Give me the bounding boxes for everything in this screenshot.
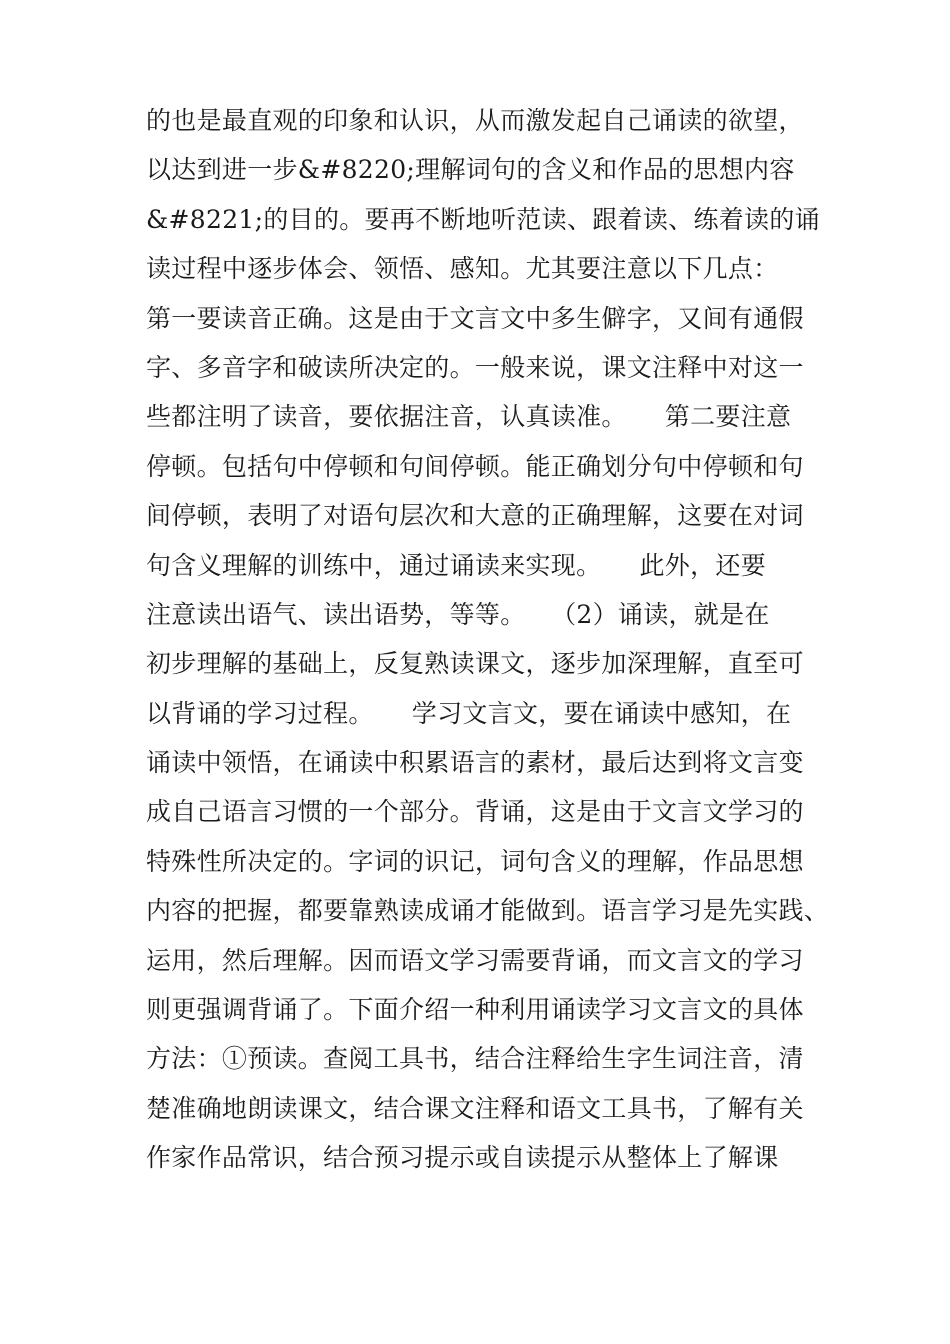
text-line: 第一要读音正确。这是由于文言文中多生僻字，又间有通假	[146, 303, 804, 333]
text-line: 的也是最直观的印象和认识，从而激发起自己诵读的欲望，	[146, 106, 804, 135]
text-line: 作家作品常识，结合预习提示或自读提示从整体上了解课	[146, 1143, 779, 1173]
text-line: 以背诵的学习过程。 学习文言文，要在诵读中感知，在	[146, 698, 792, 728]
text-line: 楚准确地朗读课文，结合课文注释和语文工具书，了解有关	[146, 1093, 804, 1123]
text-line: 以达到进一步&#8220;理解词句的含义和作品的思想内容	[146, 155, 795, 185]
text-line: 字、多音字和破读所决定的。一般来说，课文注释中对这一	[146, 352, 804, 382]
text-line: 注意读出语气、读出语势，等等。 （2）诵读，就是在	[146, 599, 770, 629]
text-line: 内容的把握，都要靠熟读成诵才能做到。语言学习是先实践、	[146, 896, 830, 926]
body-text	[146, 96, 830, 1183]
text-line: 成自己语言习惯的一个部分。背诵，这是由于文言文学习的	[146, 797, 804, 827]
text-line: 运用，然后理解。因而语文学习需要背诵，而文言文的学习	[146, 945, 804, 975]
text-line: 句含义理解的训练中，通过诵读来实现。 此外，还要	[146, 550, 767, 580]
text-line: 诵读中领悟，在诵读中积累语言的素材，最后达到将文言变	[146, 748, 804, 778]
text-line: 特殊性所决定的。字词的识记，词句含义的理解，作品思想	[146, 846, 804, 876]
text-line: &#8221;的目的。要再不断地听范读、跟着读、练着读的诵	[146, 204, 820, 234]
text-line: 方法：①预读。查阅工具书，结合注释给生字生词注音，清	[146, 1044, 804, 1074]
text-line: 读过程中逐步体会、领悟、感知。尤其要注意以下几点：	[146, 254, 779, 284]
text-line: 停顿。包括句中停顿和句间停顿。能正确划分句中停顿和句	[146, 451, 804, 481]
text-line: 些都注明了读音，要依据注音，认真读准。 第二要注意	[146, 402, 792, 432]
text-line: 则更强调背诵了。下面介绍一种利用诵读学习文言文的具体	[146, 995, 804, 1025]
text-line: 初步理解的基础上，反复熟读课文，逐步加深理解，直至可	[146, 649, 804, 679]
text-line: 间停顿，表明了对语句层次和大意的正确理解，这要在对词	[146, 501, 804, 531]
